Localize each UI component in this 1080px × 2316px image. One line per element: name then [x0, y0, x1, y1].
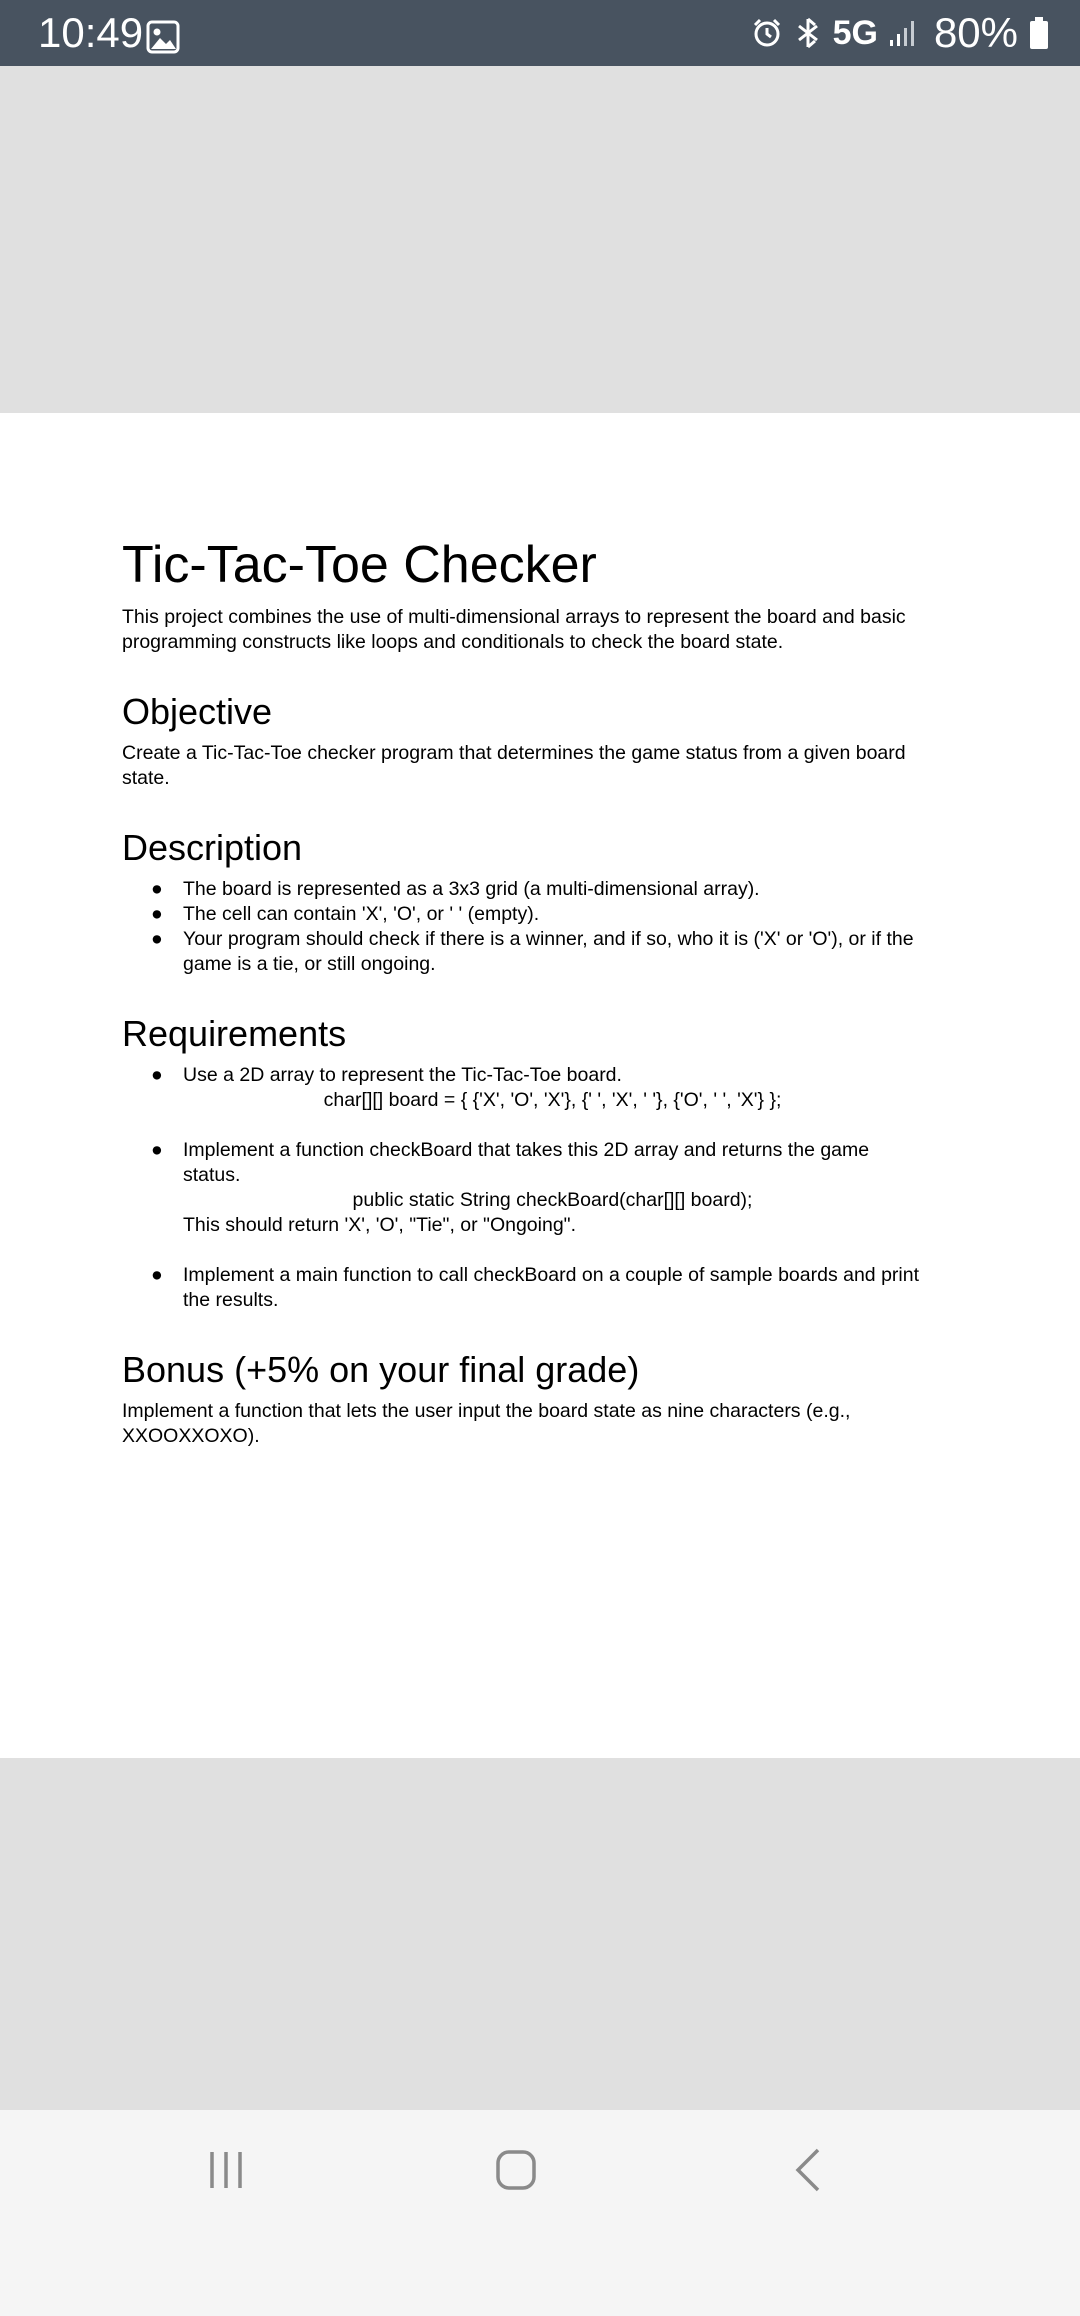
bluetooth-icon: [793, 16, 823, 50]
home-button[interactable]: [456, 2110, 576, 2230]
list-item: [122, 1138, 922, 1263]
signal-icon: [888, 18, 918, 48]
list-item-text: Your program should check if there is a winner, and if so, who it is ('X' or 'O'), or if the game is a tie, or still ongoing.: [183, 928, 914, 975]
bullet-icon: ●: [151, 928, 163, 950]
list-item: [122, 877, 922, 902]
back-button[interactable]: [748, 2110, 868, 2230]
list-item: [122, 927, 922, 977]
network-type: 5G: [832, 14, 878, 52]
document-content: [122, 535, 922, 1449]
requirements-heading: Requirements: [122, 1013, 347, 1054]
bonus-heading: Bonus (+5% on your final grade): [122, 1349, 640, 1390]
battery-icon: [1028, 16, 1050, 50]
return-note: This should return 'X', 'O', "Tie", or "Ongoing".: [183, 1214, 577, 1236]
list-item: [122, 902, 922, 927]
spacer: [183, 1113, 922, 1138]
navigation-bar: [0, 2110, 1080, 2316]
list-item-text: Implement a main function to call checkBoard on a couple of sample boards and print the results.: [183, 1264, 920, 1311]
list-item-text: Use a 2D array to represent the Tic-Tac-Toe board.: [183, 1064, 622, 1086]
recent-apps-button[interactable]: [166, 2110, 286, 2230]
intro-text: This project combines the use of multi-dimensional arrays to represent the board and basic programming constructs like loops and conditionals to check the board state.: [122, 606, 906, 653]
home-icon: [495, 2149, 537, 2191]
objective-heading: Objective: [122, 691, 273, 732]
bullet-icon: ●: [151, 1064, 163, 1086]
alarm-icon: [751, 17, 783, 49]
description-heading: Description: [122, 827, 303, 868]
status-time: 10:49: [38, 9, 144, 56]
page-margin-bottom: [0, 1758, 1080, 2110]
page-margin-top: [0, 66, 1080, 413]
status-indicators: [751, 0, 1050, 66]
bullet-icon: ●: [151, 903, 163, 925]
gallery-icon: [146, 20, 180, 54]
list-item-text: The cell can contain 'X', 'O', or ' ' (empty).: [183, 903, 540, 925]
list-item-text: Implement a function checkBoard that takes this 2D array and returns the game status.: [183, 1139, 870, 1186]
battery-percent: 80%: [933, 9, 1018, 56]
list-item: [122, 1263, 922, 1313]
bullet-icon: ●: [151, 1139, 163, 1161]
recent-apps-icon: [206, 2150, 246, 2190]
bonus-text: Implement a function that lets the user input the board state as nine characters (e.g., XXOOXXOXO).: [122, 1400, 851, 1447]
document-title: Tic-Tac-Toe Checker: [122, 536, 597, 594]
code-snippet: public static String checkBoard(char[][] board);: [352, 1189, 753, 1211]
objective-text: Create a Tic-Tac-Toe checker program that determines the game status from a given board state.: [122, 742, 906, 789]
document-page[interactable]: [0, 413, 1080, 1758]
list-item-text: The board is represented as a 3x3 grid (a multi-dimensional array).: [183, 878, 760, 900]
bullet-icon: ●: [151, 1264, 163, 1286]
list-item: [122, 1063, 922, 1138]
back-icon: [793, 2147, 823, 2193]
requirements-list: [122, 1063, 922, 1313]
spacer: [183, 1238, 922, 1263]
description-list: [122, 877, 922, 977]
code-snippet: char[][] board = { {'X', 'O', 'X'}, {' ', 'X', ' '}, {'O', ' ', 'X'} };: [323, 1089, 782, 1111]
bullet-icon: ●: [151, 878, 163, 900]
status-bar: [0, 0, 1080, 66]
